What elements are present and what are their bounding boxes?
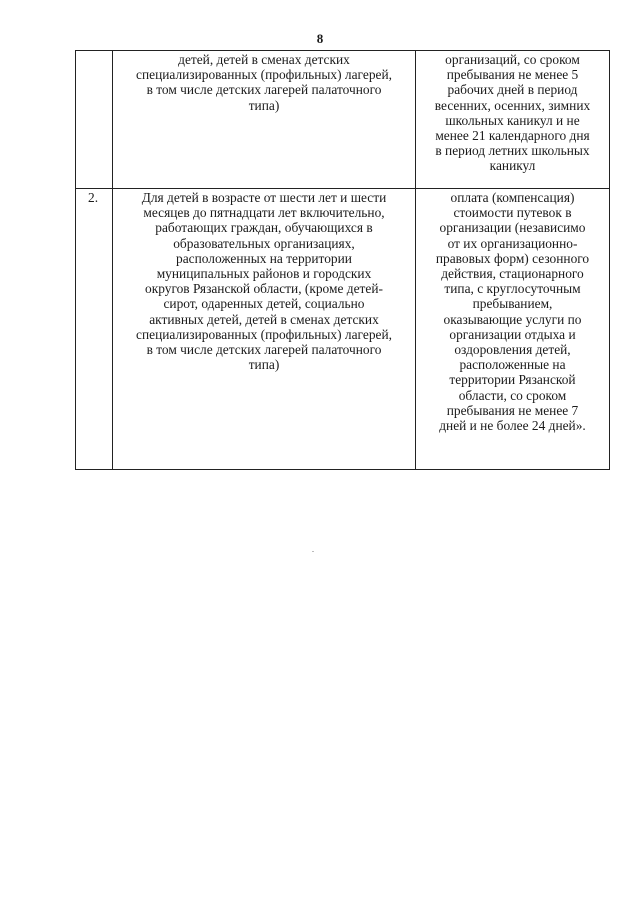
text-line: типа) <box>248 357 280 373</box>
text-line: организации (независимо <box>439 220 586 236</box>
text-line: типа, с круглосуточным <box>444 281 581 297</box>
text-line: активных детей, детей в сменах детских <box>149 311 379 327</box>
text-line: специализированных (профильных) лагерей, <box>136 67 392 83</box>
text-line: каникул <box>489 158 536 174</box>
recipient-category-cell <box>113 189 416 470</box>
text-line: пребыванием, <box>472 296 553 312</box>
benefits-table <box>75 50 610 470</box>
text-line: месяцев до пятнадцати лет включительно, <box>143 205 385 221</box>
text-line: весенних, осенних, зимних <box>434 97 591 113</box>
text-line: оплата (компенсация) <box>450 190 575 205</box>
text-line: в том числе детских лагерей палаточного <box>146 342 382 358</box>
text-line: школьных каникул и не <box>445 112 580 128</box>
text-line: работающих граждан, обучающихся в <box>155 220 373 236</box>
text-line: пребывания не менее 7 <box>446 402 579 418</box>
text-line: действия, стационарного <box>441 266 584 282</box>
text-line: расположенные на <box>459 357 566 373</box>
table-body <box>76 51 610 470</box>
recipient-category-cell <box>113 51 416 189</box>
text-line: в том числе детских лагерей палаточного <box>146 82 382 98</box>
text-line: расположенных на территории <box>176 250 352 266</box>
text-line: области, со сроком <box>458 387 567 403</box>
text-line: сирот, одаренных детей, социально <box>163 296 365 312</box>
text-line: Для детей в возрасте от шести лет и шести <box>141 190 387 205</box>
text-line: пребывания не менее 5 <box>446 67 579 83</box>
text-line: типа) <box>248 97 280 113</box>
text-line: менее 21 календарного дня <box>435 128 590 144</box>
text-line: детей, детей в сменах детских <box>178 52 350 67</box>
text-line: организации отдыха и <box>449 326 576 342</box>
table-row <box>76 189 610 470</box>
row-number-cell: 2. <box>76 189 113 470</box>
text-line: оздоровления детей, <box>454 342 571 358</box>
text-line: территории Рязанской <box>449 372 576 388</box>
text-line: стоимости путевок в <box>453 205 572 221</box>
text-line: округов Рязанской области, (кроме детей- <box>145 281 383 297</box>
page-number: 8 <box>316 31 324 46</box>
text-line: специализированных (профильных) лагерей, <box>136 326 392 342</box>
text-line: от их организационно- <box>447 235 578 251</box>
text-line: оказывающие услуги по <box>443 311 582 327</box>
table-row <box>76 51 610 189</box>
text-line: правовых форм) сезонного <box>435 250 590 266</box>
text-line: муниципальных районов и городских <box>156 266 372 282</box>
scan-artifact <box>312 551 314 552</box>
benefit-description-cell <box>416 51 610 189</box>
text-line: дней и не более 24 дней». <box>439 418 586 434</box>
benefit-description-cell <box>416 189 610 470</box>
text-line: организаций, со сроком <box>445 52 580 67</box>
text-line: в период летних школьных <box>435 143 590 159</box>
row-number-cell <box>76 51 113 189</box>
text-line: образовательных организациях, <box>173 235 355 251</box>
text-line: рабочих дней в период <box>447 82 578 98</box>
